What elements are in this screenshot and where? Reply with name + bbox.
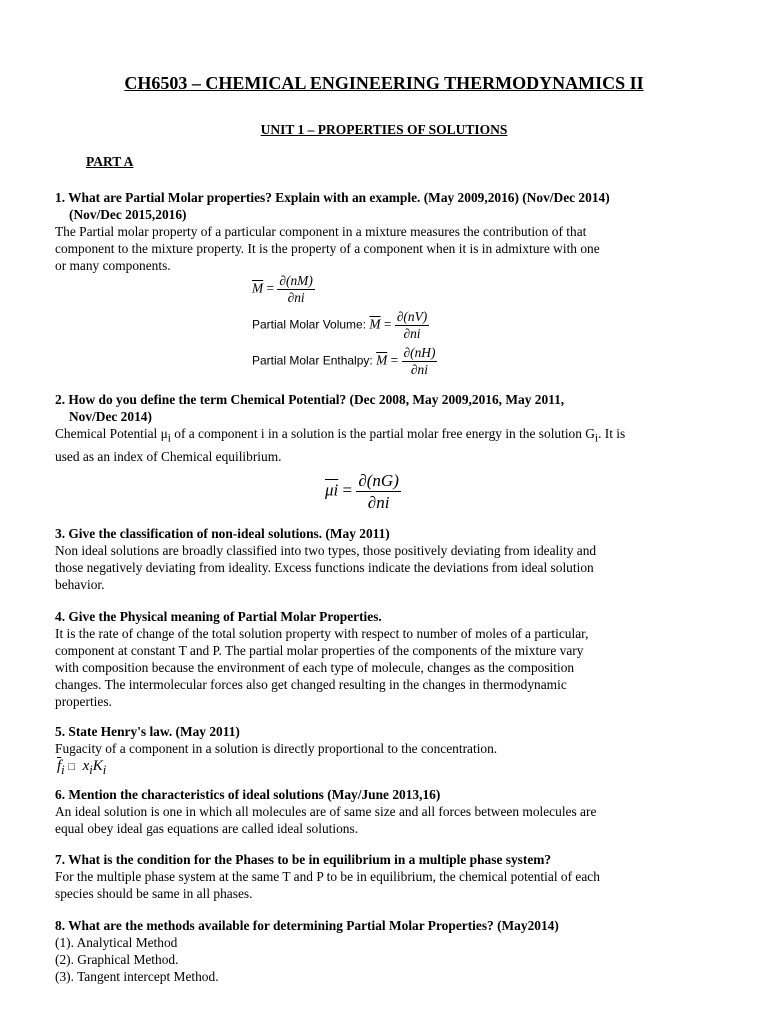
equation-mu-lhs: $\overline{\mu i}$ xyxy=(325,480,339,500)
question-1 xyxy=(55,189,720,274)
answer-2-part-1: Chemical Potential μ xyxy=(55,426,168,441)
question-5-text: 5. State Henry's law. (May 2011) xyxy=(55,724,240,739)
equation-mu-denominator: ∂ni xyxy=(367,493,390,512)
part-heading: PART A xyxy=(86,154,134,169)
answer-6-line-2: equal obey ideal gas equations are called ideal solutions. xyxy=(55,821,359,836)
question-8 xyxy=(55,917,720,985)
question-6 xyxy=(55,786,720,837)
question-8-text: 8. What are the methods available for determining Partial Molar Properties? (May2014) xyxy=(55,918,559,933)
equation-2-denominator: ∂ni xyxy=(403,326,421,341)
henry-relation: □ xyxy=(68,761,76,773)
answer-2-part-3: . It is xyxy=(598,426,626,441)
equation-1-numerator: ∂(nM) xyxy=(279,273,313,288)
equation-3-denominator: ∂ni xyxy=(410,362,428,377)
methods-list xyxy=(55,934,720,985)
answer-4 xyxy=(55,625,720,710)
equation-3-numerator: ∂(nH) xyxy=(403,345,436,360)
equation-3-lhs: $\overline{M}$ xyxy=(376,352,388,368)
question-7-text: 7. What is the condition for the Phases to be in equilibrium in a multiple phase system? xyxy=(55,852,552,867)
henry-lhs: $\overline{f}$ xyxy=(57,758,62,774)
list-item: (3). Tangent intercept Method. xyxy=(55,969,219,984)
answer-5: Fugacity of a component in a solution is directly proportional to the concentration. xyxy=(55,741,498,756)
question-5 xyxy=(55,723,720,757)
answer-1 xyxy=(55,223,720,274)
answer-4-line-2: component at constant T and P. The partial molar properties of the components of the mixture vary xyxy=(55,643,584,658)
equation-partial-molar-volume: Partial Molar Volume: $\overline{M}$ = $\frac{\partial(nV)}{\partial ni}$ xyxy=(252,309,428,341)
question-1-text xyxy=(55,189,720,223)
answer-6-line-1: An ideal solution is one in which all molecules are of same size and all forces between molecules are xyxy=(55,804,597,819)
answer-2-line-2: used as an index of Chemical equilibrium. xyxy=(55,448,282,464)
equation-henrys-law xyxy=(57,758,106,779)
question-2 xyxy=(55,391,720,465)
question-2-line-1: 2. How do you define the term Chemical Potential? (Dec 2008, May 2009,2016, May 2011, xyxy=(55,392,565,407)
list-item: (1). Analytical Method xyxy=(55,935,178,950)
equation-2-numerator: ∂(nV) xyxy=(396,309,428,324)
henry-rhs-sub: i xyxy=(89,763,93,777)
answer-3 xyxy=(55,542,720,593)
answer-2 xyxy=(55,425,720,465)
question-2-line-2: Nov/Dec 2014) xyxy=(69,409,152,424)
equation-chemical-potential: $\overline{\mu i}$ = $\frac{\partial(nG)}{\partial ni}$ xyxy=(325,471,399,512)
answer-2-sub-1: i xyxy=(167,432,171,445)
answer-4-line-3: with composition because the environment of each type of molecule, changes as the composition xyxy=(55,660,575,675)
answer-6 xyxy=(55,803,720,837)
equation-partial-molar: $\overline{M}$ = $\frac{\partial(nM)}{\partial ni}$ xyxy=(252,273,313,305)
answer-3-line-2: those negatively deviating from ideality. Excess functions indicate the deviations from ideal solution xyxy=(55,560,594,575)
answer-3-line-3: behavior. xyxy=(55,577,105,592)
equation-mu-fraction xyxy=(356,470,401,513)
question-1-line-1: 1. What are Partial Molar properties? Explain with an example. (May 2009,2016) (Nov/Dec 2014) xyxy=(55,190,610,205)
equation-3-fraction xyxy=(402,345,438,378)
equation-1-fraction xyxy=(277,273,314,306)
henry-rhs2-sub: i xyxy=(102,763,107,777)
henry-lhs-sub: i xyxy=(61,763,65,777)
answer-1-line-2: component to the mixture property. It is the property of a component when it is in admixture with one xyxy=(55,241,600,256)
question-4 xyxy=(55,608,720,710)
equation-2-label: Partial Molar Volume: xyxy=(252,317,367,332)
answer-3-line-1: Non ideal solutions are broadly classified into two types, those positively deviating from ideality and xyxy=(55,543,597,558)
answer-7 xyxy=(55,868,720,902)
answer-1-line-3: or many components. xyxy=(55,258,171,273)
equation-partial-molar-enthalpy: Partial Molar Enthalpy: $\overline{M}$ = $\frac{\partial(nH)}{\partial ni}$ xyxy=(252,345,436,377)
answer-2-line-1 xyxy=(55,425,720,448)
document-title: CH6503 – CHEMICAL ENGINEERING THERMODYNAMICS II xyxy=(124,73,644,93)
answer-1-line-1: The Partial molar property of a particular component in a mixture measures the contribution of that xyxy=(55,224,587,239)
answer-7-line-1: For the multiple phase system at the same T and P to be in equilibrium, the chemical potential of each xyxy=(55,869,600,884)
question-6-text: 6. Mention the characteristics of ideal solutions (May/June 2013,16) xyxy=(55,787,441,802)
equation-3-label: Partial Molar Enthalpy: xyxy=(252,353,373,368)
question-3 xyxy=(55,525,720,593)
equation-2-lhs: $\overline{M}$ xyxy=(369,316,381,332)
list-item: (2). Graphical Method. xyxy=(55,952,179,967)
question-4-text: 4. Give the Physical meaning of Partial Molar Properties. xyxy=(55,609,382,624)
answer-2-sub-2: i xyxy=(594,432,599,445)
unit-heading: UNIT 1 – PROPERTIES OF SOLUTIONS xyxy=(260,122,508,137)
equation-1-denominator: ∂ni xyxy=(287,290,305,305)
question-2-text xyxy=(55,391,720,425)
equation-2-fraction xyxy=(395,309,429,342)
answer-4-line-4: changes. The intermolecular forces also get changed resulting in the changes in thermodynamic xyxy=(55,677,567,692)
henry-rhs2: K xyxy=(92,758,103,774)
henry-rhs: x xyxy=(82,758,90,774)
answer-4-line-1: It is the rate of change of the total solution property with respect to number of moles of a particular, xyxy=(55,626,589,641)
answer-7-line-2: species should be same in all phases. xyxy=(55,886,253,901)
question-7 xyxy=(55,851,720,902)
equation-mu-numerator: ∂(nG) xyxy=(358,471,399,490)
equation-1-lhs: $\overline{M}$ xyxy=(252,280,264,296)
question-3-text: 3. Give the classification of non-ideal solutions. (May 2011) xyxy=(55,526,390,541)
question-1-line-2: (Nov/Dec 2015,2016) xyxy=(69,207,187,222)
answer-2-part-2: of a component i in a solution is the partial molar free energy in the solution G xyxy=(170,426,595,441)
answer-4-line-5: properties. xyxy=(55,694,112,709)
